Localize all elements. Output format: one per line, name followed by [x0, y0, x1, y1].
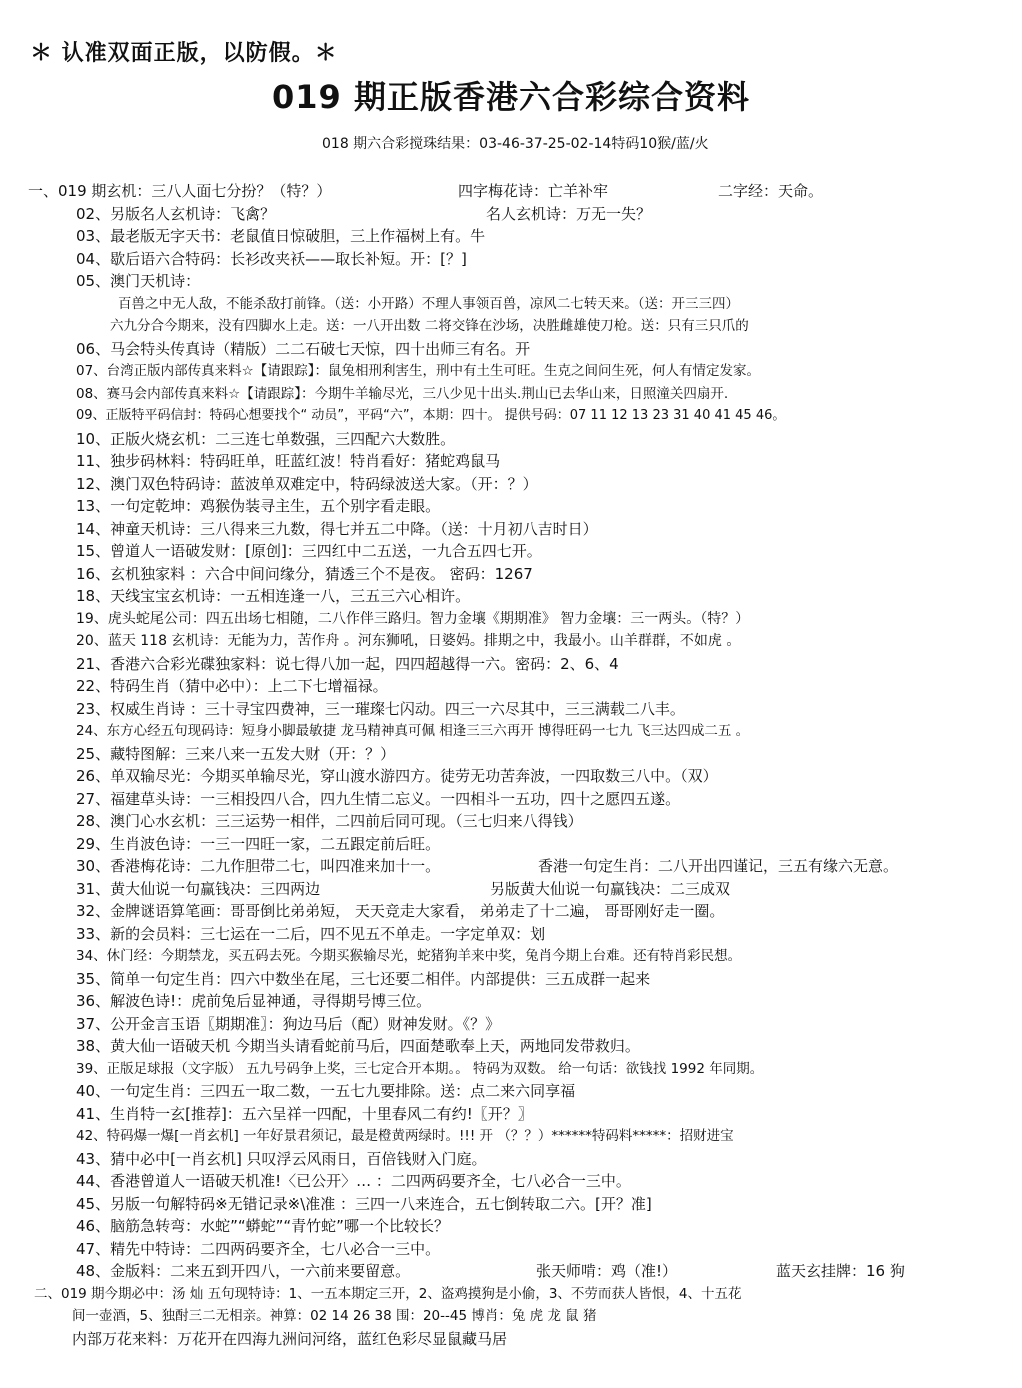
list-item: [28, 1013, 1008, 1036]
section-two-line: [28, 1305, 1008, 1328]
item-text: 47、精先中特诗：二四两码要齐全，七八必合一三中。: [76, 1239, 441, 1258]
item-text: 02、另版名人玄机诗：飞禽？: [76, 204, 276, 223]
list-item: [28, 653, 1008, 676]
item-text: 28、澳门心水玄机：三三运势一相伴，二四前后同可现。（三七归来八得钱）: [76, 812, 583, 830]
item-text: 13、一句定乾坤：鸡猴伪装寻主生，五个别字看走眼。: [76, 497, 441, 515]
item-text: 24、东方心经五句现码诗：短身小脚最敏捷 龙马精神真可佩 相逢三三六再开 博得旺码一七九 飞三达四成二五 。: [76, 723, 750, 739]
item-text: 20、蓝天 118 玄机诗：无能为力，苦作舟 。河东狮吼，日婆妈。排期之中，我最小。山羊群群，不如虎 。: [76, 633, 741, 649]
list-item: [28, 293, 1008, 316]
authenticity-notice: ＊ 认准双面正版，以防假。＊: [30, 41, 338, 66]
item-text: 26、单双输尽光：今期买单输尽光，穿山渡水游四方。徒劳无功苦奔波，一四取数三八中。（双）: [76, 767, 718, 785]
item-text: 40、一句定生肖：三四五一取二数，一五七九要排除。送：点二来六同享福: [76, 1082, 576, 1100]
list-item: [28, 315, 1008, 338]
list-item: [28, 563, 1008, 586]
item-text: 四字梅花诗：亡羊补牢: [458, 182, 609, 200]
item-text: 22、特码生肖（猜中必中）：上二下七增福禄。: [76, 677, 388, 695]
item-text: 一、019 期玄机：三八人面七分扮？（特？）: [28, 182, 332, 200]
section-two-line: [28, 1283, 1008, 1306]
item-text: 30、香港梅花诗：二九作胆带二七，叫四准来加十一。: [76, 857, 441, 875]
list-item: [28, 1125, 1008, 1148]
item-text: 二、019 期今期必中：汤 灿 五句现特诗：1、一五本期定三开，2、盗鸡摸狗是小偷，3、不劳而获人皆恨，4、十五花: [34, 1285, 742, 1302]
item-text: 12、澳门双色特码诗：蓝波单双难定中，特码绿波送大家。（开：？）: [76, 474, 538, 493]
list-item: [28, 1080, 1008, 1103]
list-item: [28, 360, 1008, 383]
list-item: [28, 878, 1008, 901]
item-text: 15、曾道人一语破发财：[原创]：三四红中二五送，一九合五四七开。: [76, 542, 542, 560]
item-text: 08、赛马会内部传真来料☆【请跟踪】：今期牛羊输尽光，三八少见十出头.荆山已去华山来，日照潼关四扇开.: [76, 385, 729, 402]
item-text: 内部万花来料：万花开在四海九洲问河络，蓝红色彩尽显鼠藏马居: [72, 1329, 508, 1348]
list-item: [28, 788, 1008, 811]
list-item: [28, 1238, 1008, 1261]
list-item: [28, 630, 1008, 653]
list-item: [28, 743, 1008, 766]
tips-list: [28, 180, 1008, 1350]
item-text: 04、歇后语六合特码：长衫改夹袄——取长补短。开：[？]: [76, 249, 467, 268]
item-text: 48、金版料：二来五到开四八，一六前来要留意。: [76, 1262, 411, 1280]
list-item: [28, 225, 1008, 248]
list-item: [28, 450, 1008, 473]
list-item: [28, 540, 1008, 563]
item-text: 六九分合今期来，没有四脚水上走。送：一八开出数 二将交锋在沙场，决胜雌雄使刀枪。送：只有三只爪的: [110, 318, 749, 334]
list-item: [28, 180, 1008, 203]
list-item: [28, 1215, 1008, 1238]
list-item: [28, 383, 1008, 406]
list-item: [28, 1035, 1008, 1058]
section-two-line: [28, 1328, 1008, 1351]
item-text: 百兽之中无人敌，不能杀敌打前锋。（送：小开路）不理人事领百兽，凉风二七转天来。（送：开三三四）: [118, 295, 739, 312]
list-item: [28, 270, 1008, 293]
list-item: [28, 1058, 1008, 1081]
item-text: 03、最老版无字天书：老鼠值日惊破胆，三上作福树上有。牛: [76, 227, 486, 245]
list-item: [28, 608, 1008, 631]
item-text: 38、黄大仙一语破天机 今期当头请看蛇前马后，四面楚歌奉上天，两地同发带救归。: [76, 1037, 640, 1055]
list-item: [28, 405, 1008, 428]
list-item: [28, 1193, 1008, 1216]
list-item: [28, 248, 1008, 271]
item-text: 名人玄机诗：万无一失？: [486, 204, 652, 223]
list-item: [28, 968, 1008, 991]
item-text: 42、特码爆一爆[一肖玄机] 一年好景君须记，最是橙黄两绿时。!!! 开 （？？）******特码料*****：招财进宝: [76, 1128, 734, 1144]
item-text: 31、黄大仙说一句赢钱决：三四两边: [76, 879, 321, 898]
list-item: [28, 765, 1008, 788]
list-item: [28, 428, 1008, 451]
list-item: [28, 338, 1008, 361]
item-text: 06、马会特头传真诗（精版）二二石破七天惊，四十出师三有名。开: [76, 339, 531, 358]
list-item: [28, 833, 1008, 856]
list-item: [28, 518, 1008, 541]
list-item: [28, 923, 1008, 946]
item-text: 44、香港曾道人一语破天机准!〈已公开〉… ：二四两码要齐全，七八必合一三中。: [76, 1172, 631, 1190]
item-text: 05、澳门天机诗：: [76, 272, 201, 290]
list-item: [28, 945, 1008, 968]
last-draw-result: 018 期六合彩搅珠结果：03-46-37-25-02-14特码10猴/蓝/火: [322, 136, 709, 152]
list-item: [28, 675, 1008, 698]
item-text: 09、正版特平码信封：特码心想要找个“ 动员”，平码“六”，本期：四十。 提供号码：07 11 12 13 23 31 40 41 45 46。: [76, 408, 786, 423]
item-text: 蓝天玄挂牌：16 狗: [776, 1262, 905, 1280]
list-item: [28, 900, 1008, 923]
list-item: [28, 1103, 1008, 1126]
item-text: 间一壶酒，5、独酎三二无相亲。神算：02 14 26 38 围：20--45 博肖：兔 虎 龙 鼠 猪: [72, 1308, 597, 1324]
item-text: 33、新的会员料：三七运在一二后，四不见五不单走。一字定单双：划: [76, 924, 546, 943]
item-text: 21、香港六合彩光碟独家料：说七得八加一起，四四超越得一六。密码：2、6、4: [76, 654, 619, 673]
item-text: 45、另版一句解特码※无错记录※\准准 ：三四一八来连合，五七倒转取二六。[开？准]: [76, 1194, 652, 1213]
list-item: [28, 585, 1008, 608]
item-text: 19、虎头蛇尾公司：四五出场七相随，二八作伴三路归。智力金壤《期期准》 智力金壤：三一两头。（特？）: [76, 610, 750, 627]
item-text: 29、生肖波色诗：一三一四旺一家，二五跟定前后旺。: [76, 834, 441, 853]
item-text: 35、简单一句定生肖：四六中数坐在尾，三七还要二相伴。内部提供：三五成群一起来: [76, 969, 651, 988]
item-text: 11、独步码林料：特码旺单，旺蓝红波！特肖看好：猪蛇鸡鼠马: [76, 452, 501, 470]
item-text: 36、解波色诗!：虎前兔后显神通，寻得期号博三位。: [76, 992, 432, 1010]
item-text: 14、神童天机诗：三八得来三九数，得七并五二中降。（送：十月初八吉时日）: [76, 519, 598, 538]
list-item: [28, 720, 1008, 743]
list-item: [28, 855, 1008, 878]
item-text: 香港一句定生肖：二八开出四谨记，三五有缘六无意。: [538, 857, 899, 875]
list-item: [28, 810, 1008, 833]
item-text: 46、脑筋急转弯：水蛇”“蟒蛇”“青竹蛇”哪一个比较长？: [76, 1217, 449, 1235]
item-text: 另版黄大仙说一句赢钱决：二三成双: [490, 879, 731, 898]
item-text: 43、猜中必中[一肖玄机] 只叹浮云风雨日，百倍钱财入门庭。: [76, 1149, 487, 1168]
list-item: [28, 473, 1008, 496]
page-title: 019 期正版香港六合彩综合资料: [272, 78, 750, 116]
item-text: 27、福建草头诗：一三相投四八合，四九生情二忘义。一四相斗一五功，四十之愿四五遂。: [76, 789, 681, 808]
item-text: 二字经：天命。: [718, 182, 824, 200]
list-item: [28, 1170, 1008, 1193]
list-item: [28, 495, 1008, 518]
list-item: [28, 203, 1008, 226]
item-text: 39、正版足球报（文字版） 五九号码争上奖，三七定合开本期。。 特码为双数。 给一句话：欲钱找 1992 年同期。: [76, 1060, 764, 1077]
list-item: [28, 698, 1008, 721]
item-text: 10、正版火烧玄机：二三连七单数强，三四配六大数胜。: [76, 429, 456, 448]
item-text: 18、天线宝宝玄机诗：一五相连逢一八，三五三六心相许。: [76, 587, 471, 605]
item-text: 34、休门经：今期禁龙，买五码去死。今期买猴输尽光，蛇猪狗羊来中奖，兔肖今期上台难。还有特肖彩民想。: [76, 948, 742, 964]
item-text: 张天师啃：鸡（准!）: [536, 1262, 678, 1280]
list-item: [28, 990, 1008, 1013]
item-text: 32、金牌谜语算笔画：哥哥倒比弟弟短， 天天竞走大家看， 弟弟走了十二遍， 哥哥刚好走一圈。: [76, 902, 725, 920]
item-text: 41、生肖特一玄[推荐]：五六呈祥一四配，十里春风二有约!〖开？〗: [76, 1104, 533, 1123]
item-text: 23、权威生肖诗 ：三十寻宝四费神，三一璀璨七闪动。四三一六尽其中，三三满载二八丰。: [76, 699, 685, 718]
item-text: 07、台湾正版内部传真来料☆【请跟踪】：鼠兔相刑利害生，刑中有土生可旺。生克之间问生死，何人有情定发家。: [76, 363, 761, 379]
list-item: [28, 1260, 1008, 1283]
item-text: 25、藏特图解：三来八来一五发大财（开：？）: [76, 744, 396, 763]
list-item: [28, 1148, 1008, 1171]
item-text: 37、公开金言玉语〖期期准〗：狗边马后（配）财神发财。《？》: [76, 1014, 501, 1033]
item-text: 16、玄机独家料 ：六合中间问缘分，猜透三个不是夜。 密码：1267: [76, 564, 533, 583]
